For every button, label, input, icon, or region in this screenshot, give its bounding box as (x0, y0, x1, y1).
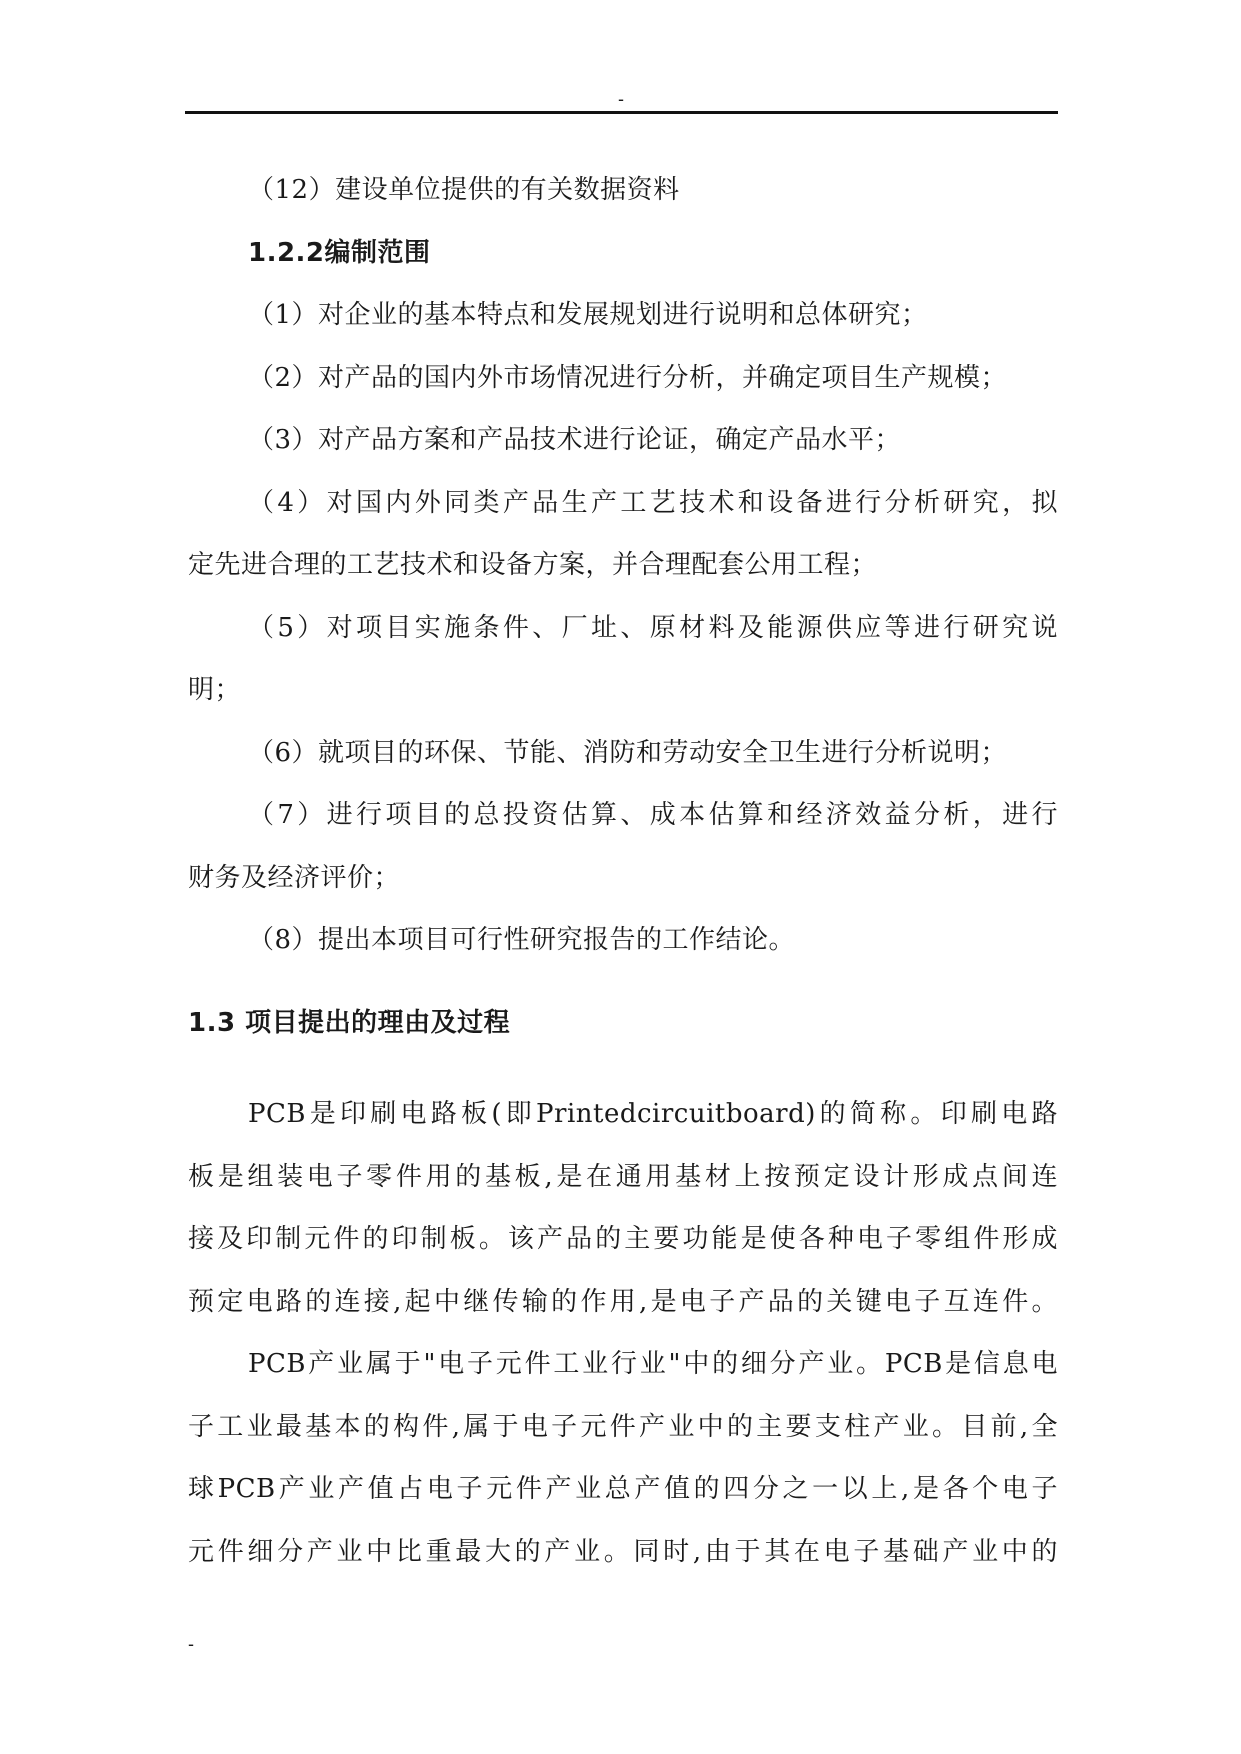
text-line-item-5-cont: 明； (188, 675, 242, 705)
paragraph-2-line-3: 球PCB产业产值占电子元件产业总产值的四分之一以上,是各个电子 (188, 1474, 1058, 1504)
paragraph-2-line-2: 子工业最基本的构件,属于电子元件产业中的主要支柱产业。目前,全 (188, 1412, 1058, 1442)
paragraph-1-line-2: 板是组装电子零件用的基板,是在通用基材上按预定设计形成点间连 (188, 1162, 1058, 1192)
text-line-item-4-cont: 定先进合理的工艺技术和设备方案，并合理配套公用工程； (188, 550, 878, 580)
paragraph-1-line-4: 预定电路的连接,起中继传输的作用,是电子产品的关键电子互连件。 (188, 1287, 1058, 1317)
header-mark: - (618, 89, 624, 109)
text-line-item-12: （12）建设单位提供的有关数据资料 (248, 175, 680, 205)
text-line-item-5: （5）对项目实施条件、厂址、原材料及能源供应等进行研究说 (248, 613, 1058, 643)
text-line-item-8: （8）提出本项目可行性研究报告的工作结论。 (248, 925, 796, 955)
section-heading-1-3: 1.3 项目提出的理由及过程 (188, 1008, 511, 1038)
paragraph-1-line-3: 接及印制元件的印制板。该产品的主要功能是使各种电子零组件形成 (188, 1224, 1058, 1254)
section-heading-1-2-2: 1.2.2编制范围 (248, 238, 431, 268)
text-line-item-6: （6）就项目的环保、节能、消防和劳动安全卫生进行分析说明； (248, 738, 1008, 768)
text-line-item-7-cont: 财务及经济评价； (188, 863, 401, 893)
text-line-item-3: （3）对产品方案和产品技术进行论证，确定产品水平； (248, 425, 902, 455)
paragraph-2-line-1: PCB产业属于"电子元件工业行业"中的细分产业。PCB是信息电 (248, 1349, 1058, 1379)
paragraph-2-line-4: 元件细分产业中比重最大的产业。同时,由于其在电子基础产业中的 (188, 1537, 1058, 1567)
text-line-item-7: （7）进行项目的总投资估算、成本估算和经济效益分析，进行 (248, 800, 1058, 830)
text-line-item-4: （4）对国内外同类产品生产工艺技术和设备进行分析研究，拟 (248, 488, 1058, 518)
header-rule (185, 111, 1058, 114)
text-line-item-2: （2）对产品的国内外市场情况进行分析，并确定项目生产规模； (248, 363, 1008, 393)
text-line-item-1: （1）对企业的基本特点和发展规划进行说明和总体研究； (248, 300, 928, 330)
footer-mark: - (188, 1634, 194, 1654)
paragraph-1-line-1: PCB是印刷电路板(即Printedcircuitboard)的简称。印刷电路 (248, 1099, 1058, 1129)
